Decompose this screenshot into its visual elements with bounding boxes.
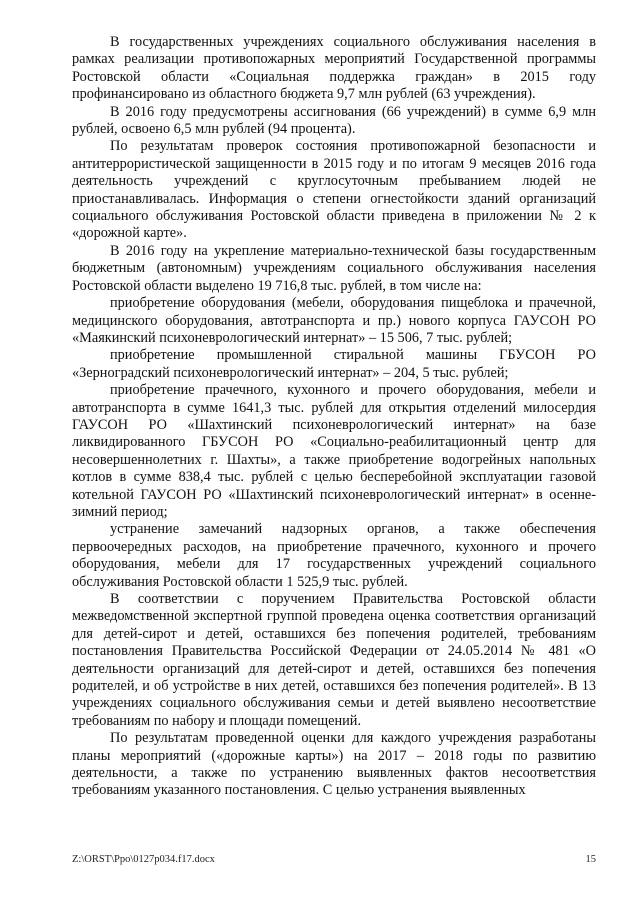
- paragraph-orphan-organizations: В соответствии с поручением Правительства Ростовской области межведомственной экспертной группой проведена оценка соответствия организаций для детей-сирот и детей, оставшихся без попечения родителей, требованиям постановления Правительства Российской Федерации от 24.05.2014 № 481 «О деятельности организаций для детей-сирот и детей, оставшихся без попечения родителей, и об устройстве в них детей, оставшихся без попечения родителей». В 13 учреждениях социального обслуживания семьи и детей выявлено несоответствие требованиям по набору и площади помещений.: [72, 591, 596, 729]
- list-item-shakhtinsky: приобретение прачечного, кухонного и прочего оборудования, мебели и автотранспорта в сумме 1641,3 тыс. рублей для открытия отделений милосердия ГАУСОН РО «Шахтинский психоневрологический интернат» на базе ликвидированного ГБУСОН РО «Социально-реабилитационный центр для несовершеннолетних г. Шахты», а также приобретение водогрейных напольных котлов в сумме 838,4 тыс. рублей с целью бесперебойной эксплуатации газовой котельной ГАУСОН РО «Шахтинский психоневрологический интернат» в осенне-зимний период;: [72, 382, 596, 520]
- list-item-supervisory-remarks: устранение замечаний надзорных органов, а также обеспечения первоочередных расходов, на приобретение прачечного, кухонного и прочего оборудования, мебели для 17 государственных учреждений социального обслуживания Ростовской области 1 525,9 тыс. рублей.: [72, 521, 596, 590]
- paragraph-fire-safety-2015: В государственных учреждениях социального обслуживания населения в рамках реализации противопожарных мероприятий Государственной программы Ростовской области «Социальная поддержка граждан» в 2015 году профинансировано из областного бюджета 9,7 млн рублей (63 учреждения).: [72, 34, 596, 103]
- paragraph-material-base: В 2016 году на укрепление материально-технической базы государственным бюджетным (автономным) учреждениям социального обслуживания населения Ростовской области выделено 19 716,8 тыс. рублей, в том числе на:: [72, 242, 596, 294]
- list-item-zernogradsky: приобретение промышленной стиральной машины ГБУСОН РО «Зерноградский психоневрологический интернат» – 204, 5 тыс. рублей;: [72, 347, 596, 381]
- page-number: 15: [585, 854, 596, 865]
- document-body: [72, 34, 596, 800]
- paragraph-inspection-results: По результатам проверок состояния противопожарной безопасности и антитеррористической защищенности в 2015 году и по итогам 9 месяцев 2016 года деятельность учреждений с круглосуточным пребыванием людей не приостанавливалась. Информация о степени огнестойкости зданий организаций социального обслуживания Ростовской области приведена в приложении № 2 к «дорожной карте».: [72, 138, 596, 242]
- list-item-mayakinsky: приобретение оборудования (мебели, оборудования пищеблока и прачечной, медицинского оборудования, автотранспорта и пр.) нового корпуса ГАУСОН РО «Маякинский психоневрологический интернат» – 15 506, 7 тыс. рублей;: [72, 295, 596, 346]
- paragraph-fire-safety-2016: В 2016 году предусмотрены ассигнования (66 учреждений) в сумме 6,9 млн рублей, освоено 6,5 млн рублей (94 процента).: [72, 103, 596, 138]
- paragraph-road-maps: По результатам проведенной оценки для каждого учреждения разработаны планы мероприятий («дорожные карты») на 2017 – 2018 годы по развитию деятельности, а также по устранению выявленных фактов несоответствия требованиям указанного постановления. С целью устранения выявленных: [72, 730, 596, 799]
- file-path: Z:\ORST\Ppo\0127p034.f17.docx: [72, 854, 215, 865]
